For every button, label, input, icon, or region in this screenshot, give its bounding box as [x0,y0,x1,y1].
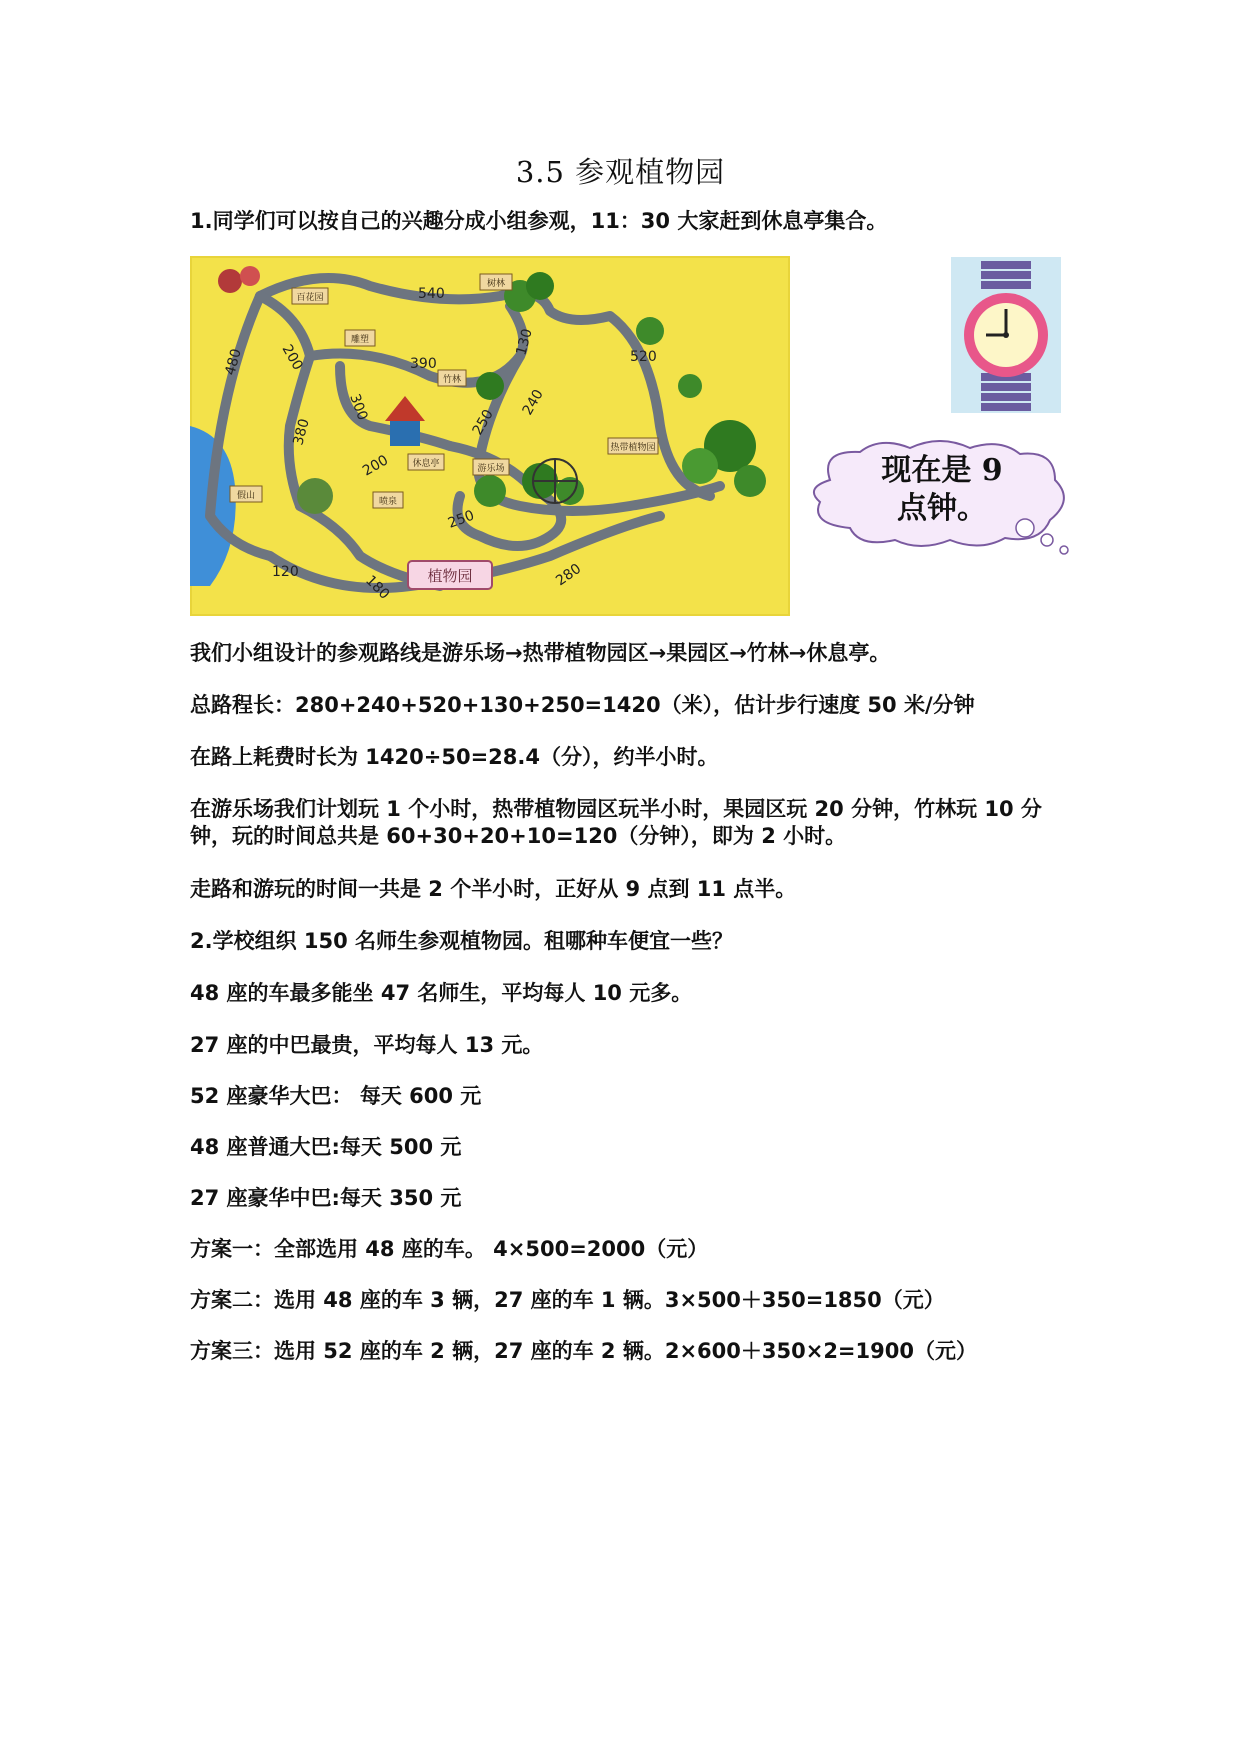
sign-label: 休息亭 [412,459,440,469]
distance-label: 480 [222,347,245,378]
distance-label: 250 [469,406,497,438]
plan-3: 方案三：选用 52 座的车 2 辆，27 座的车 2 辆。2×600＋350×2=1900（元） [190,1339,977,1363]
thought-bubble-text [842,452,1042,528]
page-title: 3.5 参观植物园 [515,155,726,189]
plan-2: 方案二：选用 48 座的车 3 辆，27 座的车 1 辆。3×500＋350=1850（元） [190,1288,945,1312]
distance-label: 200 [360,452,392,480]
distance-label: 280 [553,560,585,590]
paragraph: 在游乐场我们计划玩 1 个小时，热带植物园区玩半小时，果园区玩 20 分钟，竹林玩 10 分钟，玩的时间总共是 60+30+20+10=120（分钟），即为 2 小时。 [190,797,1042,848]
gate-label: 植物园 [427,567,473,585]
sign-label: 喷泉 [378,497,398,507]
distance-label: 520 [630,349,657,365]
distance-label: 120 [272,564,299,580]
bubble-line-1: 现在是 9 [881,453,1003,488]
distance-label: 380 [290,417,313,448]
distance-label: 130 [513,327,536,358]
plan-1: 方案一：全部选用 48 座的车。 4×500=2000（元） [190,1237,709,1261]
distance-label: 200 [278,342,306,374]
paragraph: 52 座豪华大巴： 每天 600 元 [190,1084,482,1108]
paragraph: 在路上耗费时长为 1420÷50=28.4（分），约半小时。 [190,745,719,769]
distance-label: 300 [346,391,371,423]
paragraph: 总路程长：280+240+520+130+250=1420（米），估计步行速度 50 米/分钟 [190,693,975,717]
bubble-line-2: 点钟。 [897,491,987,526]
question-1: 1.同学们可以按自己的兴趣分成小组参观，11：30 大家赶到休息亭集合。 [190,209,888,233]
distance-label: 180 [362,572,393,603]
distance-label: 250 [445,507,477,532]
paragraph: 我们小组设计的参观路线是游乐场→热带植物园区→果园区→竹林→休息亭。 [190,641,891,665]
sign-label: 游乐场 [477,464,505,474]
distance-label: 240 [519,386,547,418]
sign-label: 热带植物园 [610,443,656,453]
paragraph: 27 座豪华中巴:每天 350 元 [190,1186,462,1210]
question-2: 2.学校组织 150 名师生参观植物园。租哪种车便宜一些？ [190,929,734,953]
distance-label: 390 [410,356,437,372]
paragraph: 走路和游玩的时间一共是 2 个半小时，正好从 9 点到 11 点半。 [190,877,797,901]
sign-label: 假山 [236,491,256,501]
sign-label: 雕塑 [350,335,370,345]
botanical-garden-map [190,256,790,616]
paragraph: 48 座的车最多能坐 47 名师生，平均每人 10 元多。 [190,981,693,1005]
ferris-wheel [533,459,577,503]
watch-icon [951,257,1061,413]
sign-label: 百花园 [296,293,324,303]
sign-label: 竹林 [442,375,462,385]
sign-label: 树林 [486,279,506,289]
paragraph: 27 座的中巴最贵，平均每人 13 元。 [190,1033,544,1057]
paragraph: 48 座普通大巴:每天 500 元 [190,1135,462,1159]
distance-label: 540 [418,286,445,302]
